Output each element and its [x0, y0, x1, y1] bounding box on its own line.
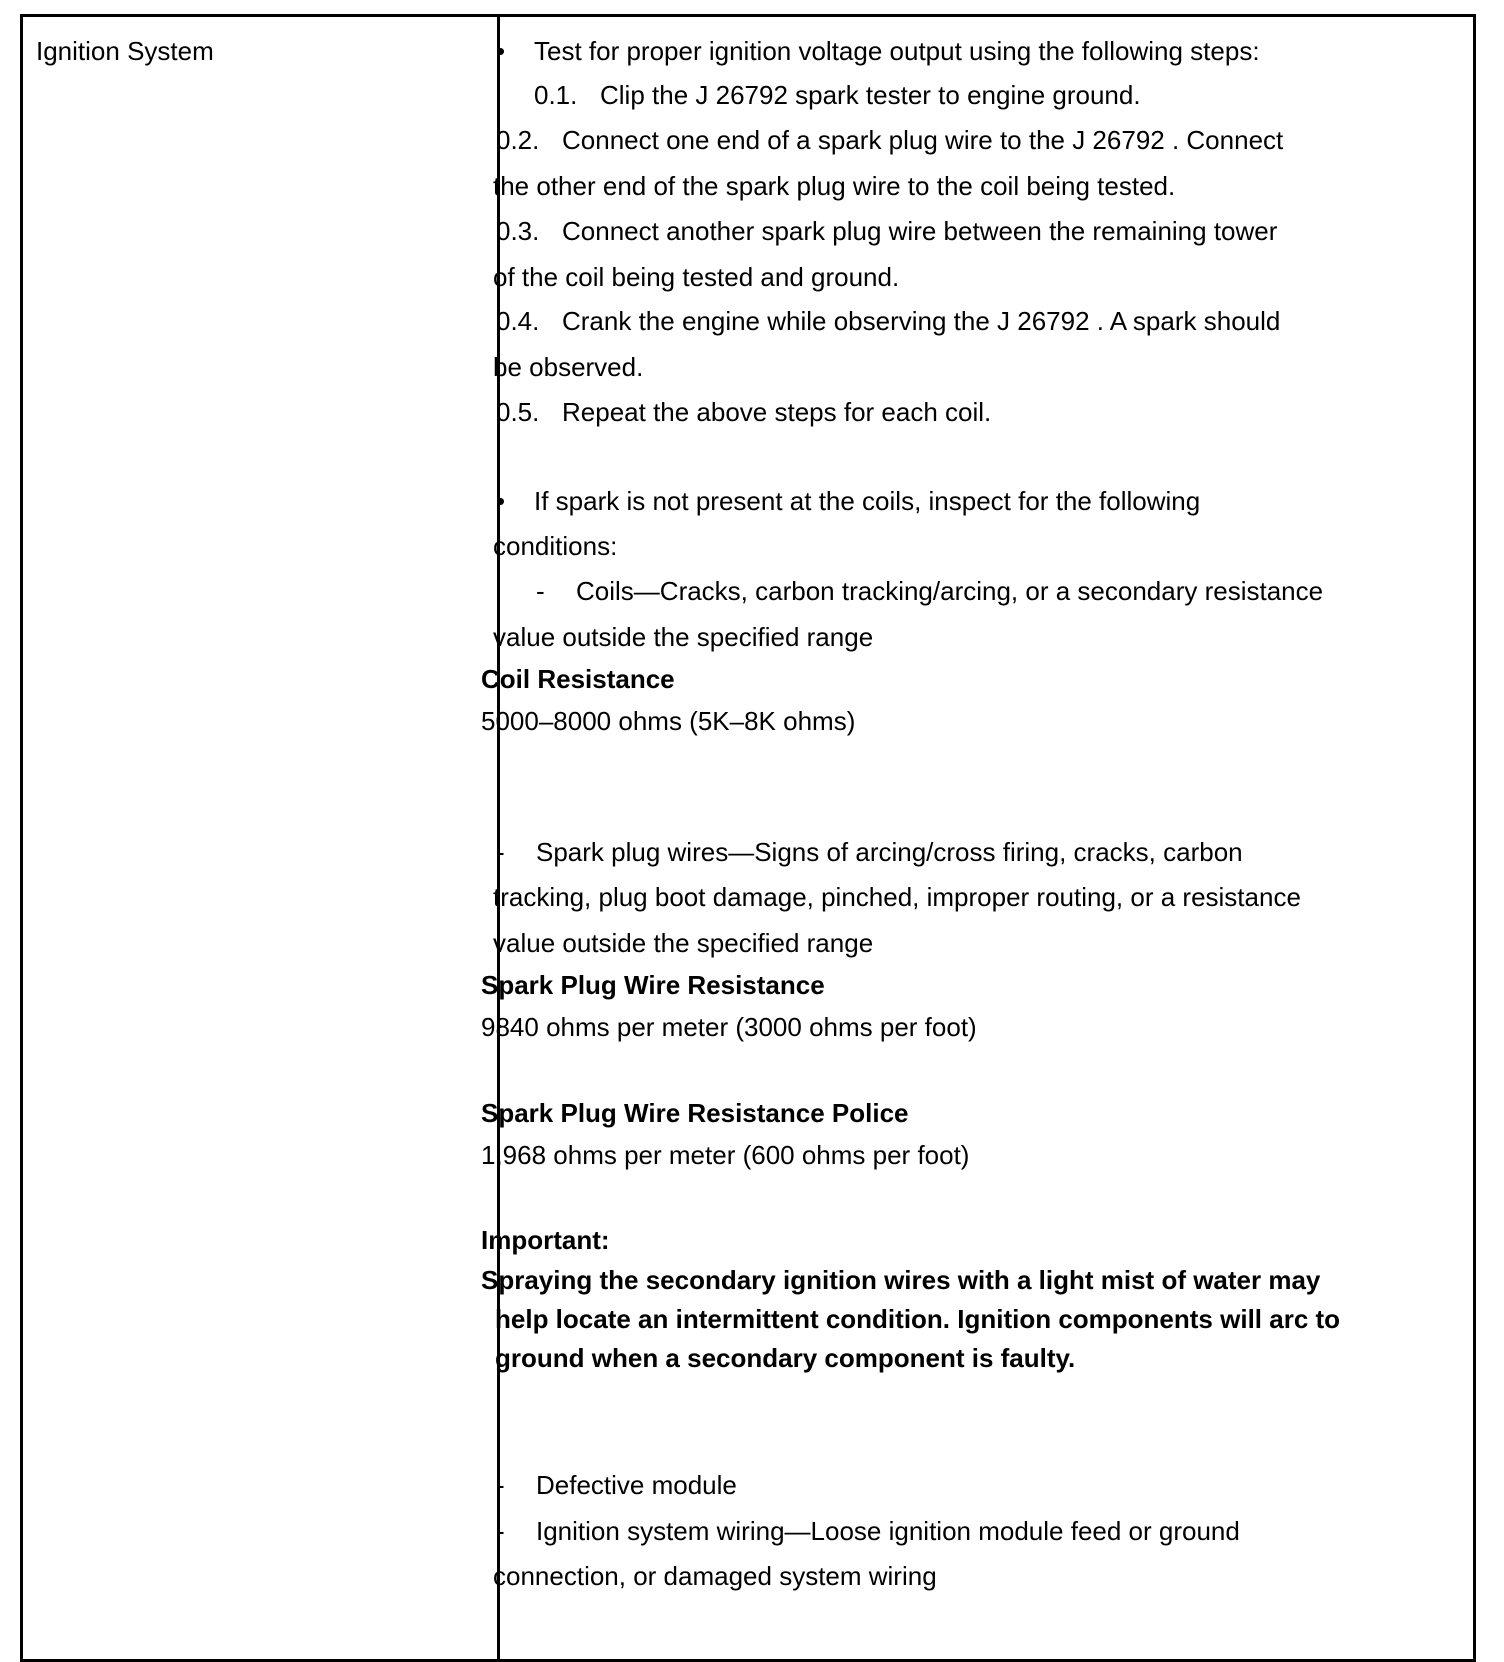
condition-defective-module: [496, 1470, 737, 1500]
condition-spark-plug-wires: [496, 837, 1243, 867]
inspect-bullet-item: [496, 486, 1200, 516]
step-text-continued: be observed.: [493, 352, 644, 382]
step-number: 0.5.: [496, 397, 540, 427]
inspect-text: If spark is not present at the coils, inspect for the following: [534, 486, 1201, 516]
step-text-continued: the other end of the spark plug wire to the coil being tested.: [493, 171, 1176, 201]
dash: -: [496, 837, 505, 867]
condition-ignition-wiring: [496, 1516, 1240, 1546]
step-text: Crank the engine while observing the J 26792 . A spark should: [562, 306, 1281, 336]
step-number: 0.4.: [496, 306, 540, 336]
step-item: [496, 125, 1283, 155]
coils-text-continued: value outside the specified range: [493, 622, 874, 652]
wire-resistance-value: 9840 ohms per meter (3000 ohms per foot): [481, 1012, 977, 1042]
important-text: Spraying the secondary ignition wires with a light mist of water may: [481, 1265, 1321, 1295]
wire-resistance-title: Spark Plug Wire Resistance: [481, 970, 825, 1000]
important-text-continued: help locate an intermittent condition. Ignition components will arc to: [495, 1304, 1341, 1334]
dash: -: [496, 1470, 505, 1500]
step-text-continued: of the coil being tested and ground.: [493, 262, 900, 292]
test-bullet-item: [496, 36, 1260, 66]
system-label: Ignition System: [36, 36, 214, 66]
step-text: Connect one end of a spark plug wire to the J 26792 . Connect: [562, 125, 1284, 155]
bullet: •: [496, 36, 506, 66]
step-text: Repeat the above steps for each coil.: [562, 397, 992, 427]
wiring-text: Ignition system wiring—Loose ignition module feed or ground: [536, 1516, 1240, 1546]
inspect-text-continued: conditions:: [493, 531, 618, 561]
coil-resistance-value: 5000–8000 ohms (5K–8K ohms): [481, 706, 856, 736]
step-number: 0.3.: [496, 216, 540, 246]
step-item: [496, 397, 991, 427]
step-text: Clip the J 26792 spark tester to engine ground.: [600, 80, 1141, 110]
wires-text-continued: value outside the specified range: [493, 928, 874, 958]
wire-resistance-police-value: 1,968 ohms per meter (600 ohms per foot): [481, 1140, 970, 1170]
wiring-text-continued: connection, or damaged system wiring: [493, 1561, 937, 1591]
bullet: •: [496, 486, 506, 516]
wires-text-continued: tracking, plug boot damage, pinched, improper routing, or a resistance: [493, 882, 1301, 912]
step-item: [496, 216, 1277, 246]
test-intro: Test for proper ignition voltage output using the following steps:: [534, 36, 1260, 66]
coils-text: Coils—Cracks, carbon tracking/arcing, or a secondary resistance: [576, 576, 1324, 606]
step-item: [534, 80, 1141, 110]
dash: -: [496, 1516, 505, 1546]
important-text-continued: ground when a secondary component is faulty.: [495, 1343, 1076, 1373]
wires-text: Spark plug wires—Signs of arcing/cross firing, cracks, carbon: [536, 837, 1243, 867]
module-text: Defective module: [536, 1470, 737, 1500]
coil-resistance-title: Coil Resistance: [481, 664, 675, 694]
dash: -: [536, 576, 545, 606]
important-label: Important:: [481, 1225, 610, 1255]
condition-coils: [536, 576, 1323, 606]
step-text: Connect another spark plug wire between the remaining tower: [562, 216, 1278, 246]
step-number: 0.1.: [534, 80, 578, 110]
step-number: 0.2.: [496, 125, 540, 155]
step-item: [496, 306, 1280, 336]
wire-resistance-police-title: Spark Plug Wire Resistance Police: [481, 1098, 909, 1128]
